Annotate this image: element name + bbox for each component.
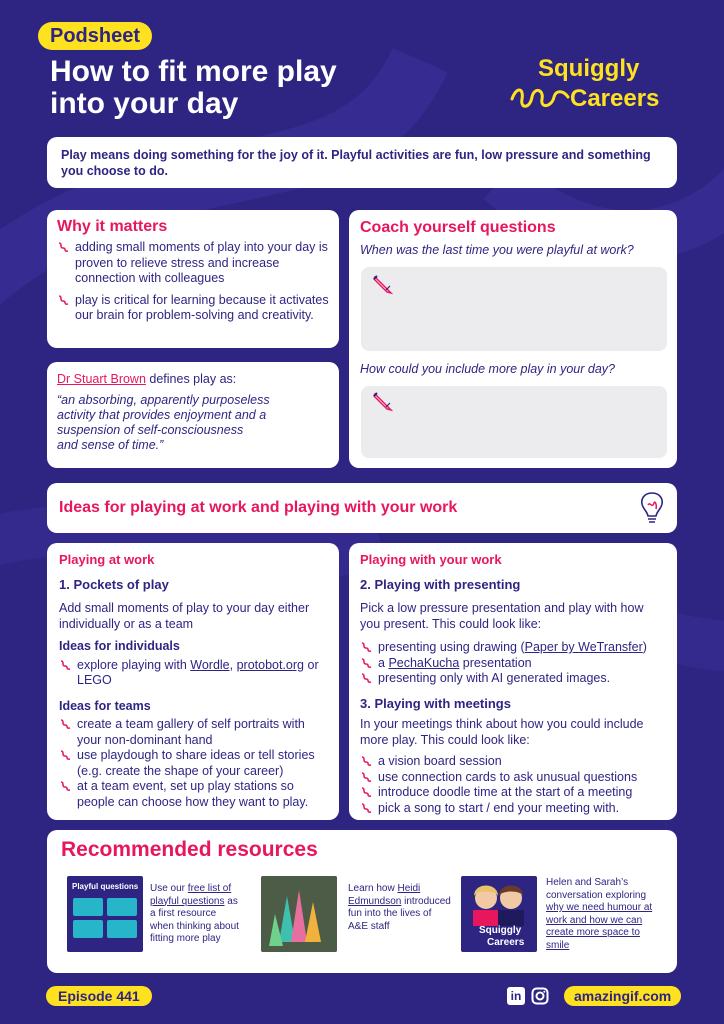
squiggle-bullet-icon bbox=[57, 294, 69, 311]
wordle-link[interactable]: Wordle bbox=[190, 657, 230, 672]
recommended-resources-card bbox=[47, 830, 677, 973]
individuals-text-sep: , bbox=[229, 657, 237, 672]
playing-with-work-title: Playing with your work bbox=[360, 552, 502, 567]
thumbnail-card-1 bbox=[73, 898, 103, 916]
playful-questions-thumbnail[interactable] bbox=[67, 876, 143, 952]
thumbnail-card-4 bbox=[107, 920, 137, 938]
resource-3-pre: Helen and Sarah’s conversation exploring bbox=[546, 877, 647, 901]
quote-text bbox=[57, 393, 329, 453]
intro-text: Play means doing something for the joy of it. Playful activities are fun, low pressure and something you choose to do. bbox=[61, 148, 651, 178]
resource-2-post: introduced fun into the lives of A&E staff bbox=[348, 895, 451, 932]
resources-title: Recommended resources bbox=[61, 838, 318, 861]
logo-squiggle-icon bbox=[510, 85, 570, 111]
presenting-1-post: ) bbox=[642, 640, 647, 654]
squiggle-bullet-icon bbox=[59, 780, 71, 797]
answer-box-1[interactable] bbox=[361, 267, 667, 351]
list-item bbox=[59, 717, 327, 748]
presenting-description: Pick a low pressure presentation and play with how you present. This could look like: bbox=[360, 601, 644, 631]
meetings-heading: 3. Playing with meetings bbox=[360, 695, 511, 711]
resource-2-text bbox=[348, 883, 453, 933]
individuals-text-pre: explore playing with bbox=[77, 657, 191, 672]
podcast-episode-thumbnail[interactable] bbox=[461, 876, 537, 952]
resource-1-text bbox=[150, 883, 242, 946]
logo-word-squiggly: Squiggly bbox=[538, 55, 640, 82]
resource-2-pre: Learn how bbox=[348, 883, 398, 894]
squiggle-bullet-icon bbox=[59, 659, 71, 676]
presenting-3-text: presenting only with AI generated images. bbox=[378, 671, 611, 685]
quote-line-2: activity that provides enjoyment and a bbox=[57, 408, 267, 422]
playful-questions-link[interactable]: free list of playful questions bbox=[150, 883, 232, 907]
thumbnail-card-2 bbox=[107, 898, 137, 916]
list-item bbox=[360, 656, 666, 672]
squiggle-bullet-icon bbox=[59, 718, 71, 735]
stuart-brown-link[interactable]: Dr Stuart Brown bbox=[57, 372, 146, 386]
quote-line-4: and sense of time.” bbox=[57, 438, 164, 452]
meeting-idea-2-text: use connection cards to ask unusual questions bbox=[378, 769, 638, 784]
definition-quote-card bbox=[47, 362, 339, 468]
resource-1-pre: Use our bbox=[150, 883, 188, 894]
resource-1-post: as a first resource when thinking about fitting more play bbox=[150, 895, 239, 944]
ideas-title: Ideas for playing at work and playing with your work bbox=[59, 499, 458, 516]
individuals-text-post: or LEGO bbox=[77, 657, 319, 687]
ideas-teams-heading: Ideas for teams bbox=[59, 698, 151, 713]
ideas-banner bbox=[47, 483, 677, 533]
party-hats-image bbox=[261, 876, 337, 952]
lightbulb-icon bbox=[639, 491, 665, 525]
meetings-description: In your meetings think about how you could include more play. This could look like: bbox=[360, 717, 644, 747]
playing-with-work-card bbox=[349, 543, 677, 820]
list-item bbox=[59, 658, 327, 689]
presenting-2-pre: a bbox=[378, 655, 389, 670]
resource-3-text bbox=[546, 877, 666, 952]
list-item bbox=[360, 801, 666, 817]
list-item bbox=[59, 748, 327, 779]
why-it-matters-card bbox=[47, 210, 339, 348]
episode-badge: Episode 441 bbox=[46, 986, 152, 1006]
squiggle-bullet-icon bbox=[59, 749, 71, 766]
pockets-of-play-heading: 1. Pockets of play bbox=[59, 576, 169, 592]
presenting-list bbox=[360, 640, 666, 687]
intro-card bbox=[47, 137, 677, 188]
thumbnail-card-3 bbox=[73, 920, 103, 938]
squiggle-bullet-icon bbox=[360, 802, 372, 819]
ideas-individuals-heading: Ideas for individuals bbox=[59, 639, 180, 653]
podsheet-badge: Podsheet bbox=[38, 22, 152, 50]
list-item bbox=[360, 640, 666, 656]
list-item bbox=[360, 785, 666, 801]
why-bullet-2-text: play is critical for learning because it activates our brain for problem-solving and creativity. bbox=[75, 292, 329, 322]
page-title-line1: How to fit more play bbox=[50, 55, 337, 88]
hosts-photo bbox=[461, 876, 537, 926]
page-title bbox=[50, 56, 337, 120]
thumbnail-logo-careers: Careers bbox=[487, 937, 525, 948]
list-item bbox=[360, 770, 666, 786]
logo-word-careers: Careers bbox=[570, 85, 660, 112]
meeting-idea-3-text: introduce doodle time at the start of a meeting bbox=[378, 785, 633, 799]
squiggly-careers-logo bbox=[508, 55, 688, 115]
coach-question-1: When was the last time you were playful at work? bbox=[360, 243, 634, 257]
coach-yourself-card bbox=[349, 210, 677, 468]
meetings-list bbox=[360, 754, 666, 816]
pockets-description: Add small moments of play to your day either individually or as a team bbox=[59, 601, 310, 631]
playing-at-work-card bbox=[47, 543, 339, 820]
answer-box-2[interactable] bbox=[361, 386, 667, 458]
paper-by-wetransfer-link[interactable]: Paper by WeTransfer bbox=[524, 640, 643, 654]
meeting-idea-1-text: a vision board session bbox=[378, 754, 502, 768]
list-item bbox=[360, 754, 666, 770]
pencil-icon bbox=[371, 390, 393, 412]
quote-lead bbox=[57, 372, 329, 387]
quote-line-3: suspension of self-consciousness bbox=[57, 423, 244, 437]
presenting-heading: 2. Playing with presenting bbox=[360, 576, 521, 592]
instagram-icon[interactable] bbox=[531, 987, 549, 1005]
linkedin-icon[interactable] bbox=[507, 987, 525, 1005]
presenting-2-post: presentation bbox=[459, 655, 532, 670]
individuals-list bbox=[59, 658, 327, 689]
why-bullet-list bbox=[57, 240, 329, 324]
list-item bbox=[57, 240, 329, 287]
team-idea-1-text: create a team gallery of self portraits with your non-dominant hand bbox=[77, 717, 305, 747]
quote-line-1: “an absorbing, apparently purposeless bbox=[57, 393, 270, 407]
quote-lead-text: defines play as: bbox=[149, 372, 237, 386]
presenting-1-pre: presenting using drawing ( bbox=[378, 640, 525, 654]
team-idea-2-text: use playdough to share ideas or tell stories (e.g. create the shape of your career) bbox=[77, 748, 315, 778]
heidi-edmundson-link[interactable]: Heidi Edmundson bbox=[348, 883, 421, 907]
linkedin-icon-label: in bbox=[510, 989, 522, 1003]
page-title-line2: into your day bbox=[50, 87, 239, 120]
protobot-link[interactable]: protobot.org bbox=[236, 657, 305, 672]
team-idea-3-text: at a team event, set up play stations so people can choose how they want to play. bbox=[77, 779, 309, 809]
why-it-matters-title: Why it matters bbox=[57, 218, 168, 235]
coach-yourself-title: Coach yourself questions bbox=[360, 219, 556, 236]
list-item bbox=[360, 671, 666, 687]
teams-list bbox=[59, 717, 327, 810]
coach-question-2: How could you include more play in your day? bbox=[360, 362, 615, 376]
thumbnail-logo-squiggly: Squiggly bbox=[479, 925, 522, 936]
website-badge[interactable]: amazingif.com bbox=[564, 986, 681, 1006]
squiggle-bullet-icon bbox=[57, 241, 69, 258]
playing-at-work-title: Playing at work bbox=[59, 552, 155, 567]
humour-at-work-link[interactable]: why we need humour at work and how we can create more space to smile bbox=[546, 902, 653, 951]
list-item bbox=[57, 293, 329, 324]
thumbnail-title: Playful questions bbox=[72, 882, 139, 891]
list-item bbox=[59, 779, 327, 810]
meeting-idea-4-text: pick a song to start / end your meeting with. bbox=[378, 800, 620, 815]
squiggle-bullet-icon bbox=[360, 672, 372, 689]
pencil-icon bbox=[371, 273, 393, 295]
why-bullet-1-text: adding small moments of play into your day is proven to relieve stress and increase connection with colleagues bbox=[75, 240, 328, 285]
pechakucha-link[interactable]: PechaKucha bbox=[388, 655, 460, 670]
heidi-edmundson-thumbnail[interactable] bbox=[261, 876, 337, 952]
